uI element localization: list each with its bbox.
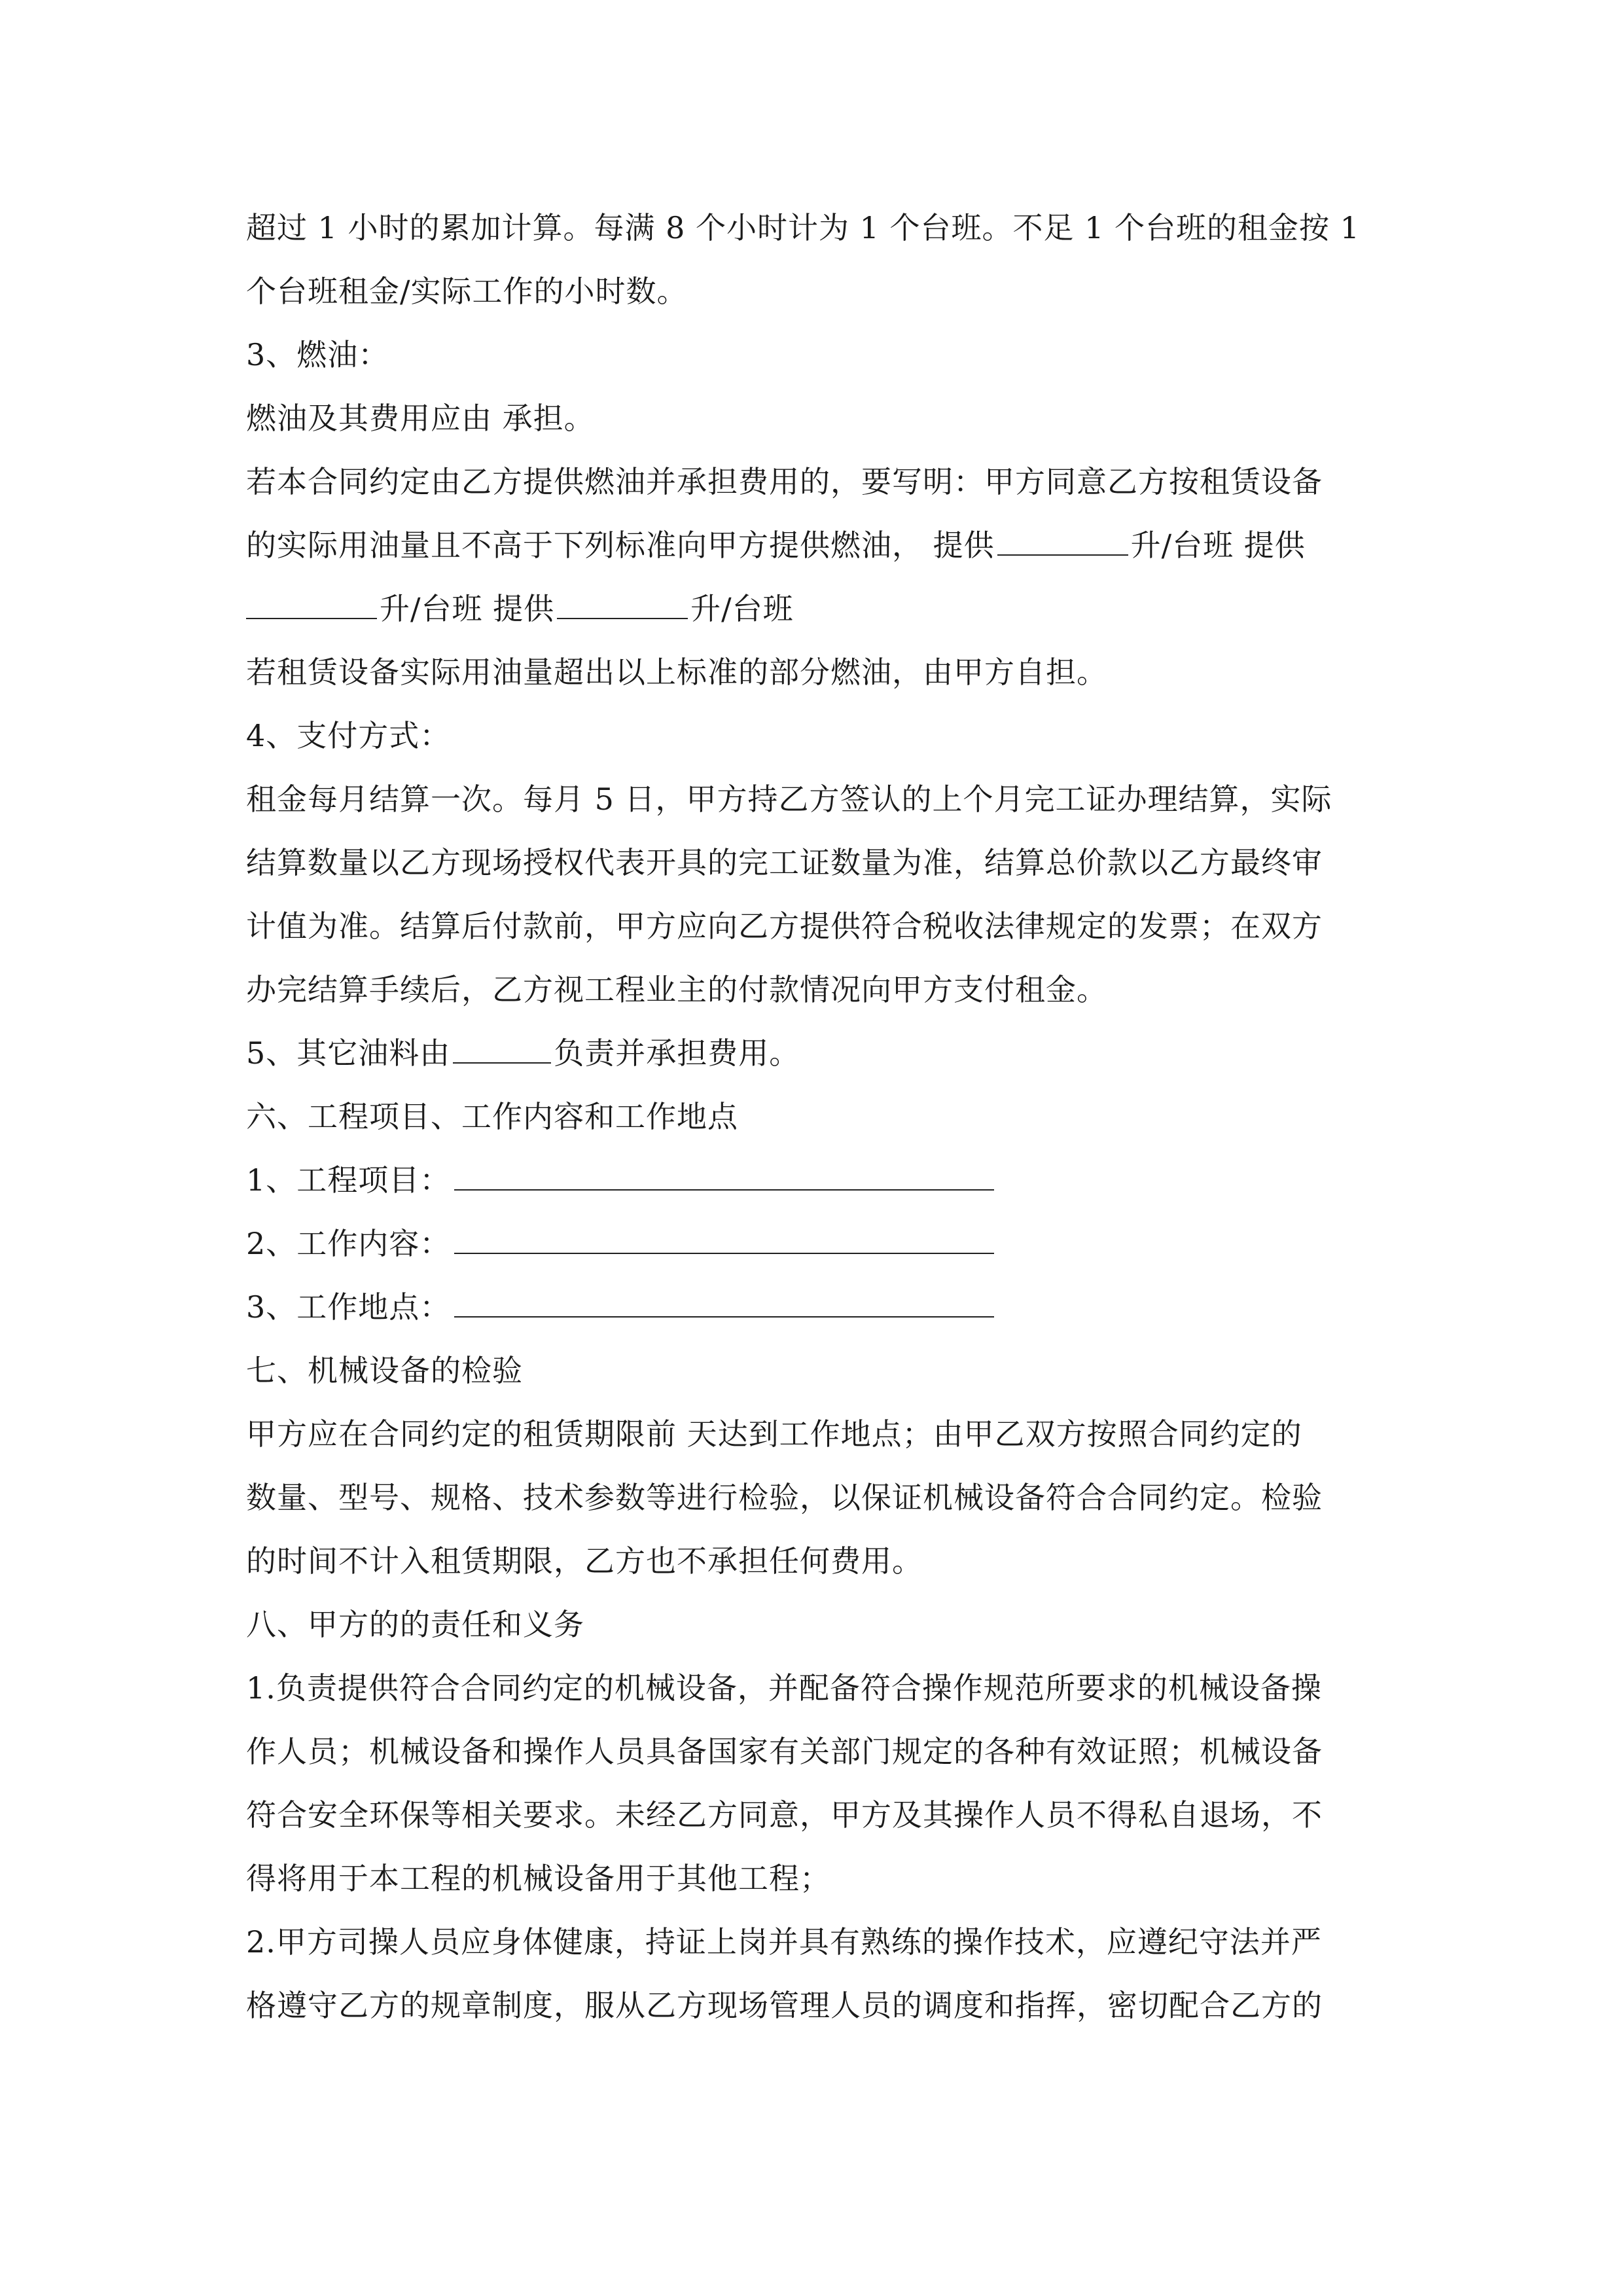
section-heading: 六、工程项目、工作内容和工作地点 <box>246 1099 738 1134</box>
text-line <box>246 577 1378 641</box>
text-line: 若租赁设备实际用油量超出以上标准的部分燃油，由甲方自担。 <box>246 655 1107 690</box>
work-location-field[interactable] <box>454 1286 994 1318</box>
text-line: 若本合同约定由乙方提供燃油并承担费用的，要写明：甲方同意乙方按租赁设备 <box>246 464 1323 499</box>
text-line: 计值为准。结算后付款前，甲方应向乙方提供符合税收法律规定的发票；在双方 <box>246 908 1323 944</box>
text-line: 符合安全环保等相关要求。未经乙方同意，甲方及其操作人员不得私自退场，不 <box>246 1797 1323 1833</box>
text-line: 的时间不计入租赁期限，乙方也不承担任何费用。 <box>246 1543 923 1579</box>
text-line <box>246 1212 1378 1276</box>
text-fragment: 升/台班 <box>690 591 794 626</box>
fill-blank[interactable] <box>453 1032 551 1064</box>
text-line: 租金每月结算一次。每月 5 日，甲方持乙方签认的上个月完工证办理结算，实际 <box>246 781 1332 817</box>
work-content-field[interactable] <box>454 1223 994 1254</box>
text-line <box>246 1149 1378 1212</box>
text-line: 数量、型号、规格、技术参数等进行检验，以保证机械设备符合合同约定。检验 <box>246 1480 1323 1515</box>
text-fragment: 升/台班 提供 <box>380 591 555 626</box>
text-line: 燃油及其费用应由 承担。 <box>246 401 595 436</box>
section-heading: 八、甲方的的责任和义务 <box>246 1607 584 1642</box>
text-line: 办完结算手续后，乙方视工程业主的付款情况向甲方支付租金。 <box>246 972 1107 1007</box>
text-line: 作人员；机械设备和操作人员具备国家有关部门规定的各种有效证照；机械设备 <box>246 1734 1323 1769</box>
fill-blank[interactable] <box>557 588 688 619</box>
project-name-field[interactable] <box>454 1159 994 1191</box>
section-heading: 3、燃油： <box>246 337 389 372</box>
text-line: 甲方应在合同约定的租赁期限前 天达到工作地点；由甲乙双方按照合同约定的 <box>246 1416 1302 1452</box>
text-fragment: 的实际用油量且不高于下列标准向甲方提供燃油， 提供 <box>246 528 995 563</box>
text-line: 个台班租金/实际工作的小时数。 <box>246 274 688 309</box>
text-line: 格遵守乙方的规章制度，服从乙方现场管理人员的调度和指挥，密切配合乙方的 <box>246 1988 1323 2023</box>
text-line <box>246 1276 1378 1339</box>
field-label: 3、工作地点： <box>246 1289 451 1325</box>
text-fragment: 升/台班 提供 <box>1130 528 1306 563</box>
document-page <box>246 196 1378 2037</box>
section-heading: 七、机械设备的检验 <box>246 1353 523 1388</box>
field-label: 1、工程项目： <box>246 1162 451 1198</box>
text-line: 结算数量以乙方现场授权代表开具的完工证数量为准，结算总价款以乙方最终审 <box>246 845 1323 880</box>
section-heading: 4、支付方式： <box>246 718 451 753</box>
text-fragment: 负责并承担费用。 <box>554 1035 800 1071</box>
fill-blank[interactable] <box>997 524 1128 556</box>
text-line <box>246 514 1378 577</box>
text-line: 得将用于本工程的机械设备用于其他工程； <box>246 1861 830 1896</box>
text-line: 2.甲方司操人员应身体健康，持证上岗并具有熟练的操作技术，应遵纪守法并严 <box>246 1924 1322 1960</box>
text-line: 超过 1 小时的累加计算。每满 8 个小时计为 1 个台班。不足 1 个台班的租金按 1 <box>246 210 1360 245</box>
text-fragment: 5、其它油料由 <box>246 1035 451 1071</box>
field-label: 2、工作内容： <box>246 1226 451 1261</box>
text-line: 1.负责提供符合合同约定的机械设备，并配备符合操作规范所要求的机械设备操 <box>246 1670 1322 1706</box>
text-line <box>246 1022 1378 1085</box>
fill-blank[interactable] <box>246 588 377 619</box>
